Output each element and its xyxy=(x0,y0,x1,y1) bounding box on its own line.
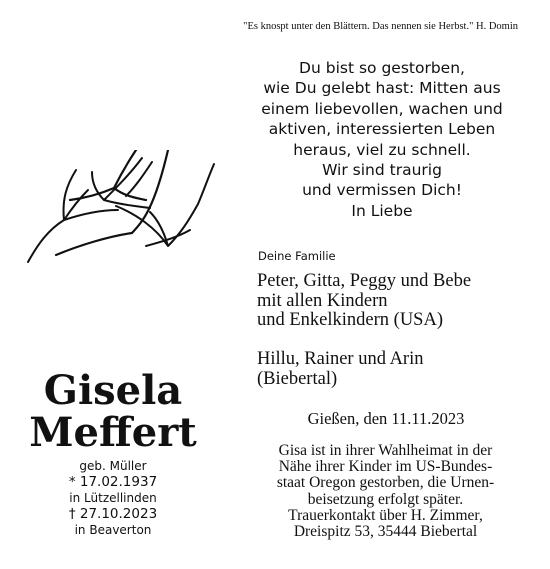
birth-name: geb. Müller xyxy=(79,459,147,473)
names-line: Peter, Gitta, Peggy und Bebe xyxy=(257,271,472,291)
names-group xyxy=(257,272,471,331)
note-line: staat Oregon gestorben, die Urnen- xyxy=(276,474,495,492)
poem-line: wie Du gelebt hast: Mitten aus xyxy=(263,79,501,98)
family-label: Deine Familie xyxy=(258,249,336,263)
names-line: Hillu, Rainer und Arin xyxy=(257,349,424,369)
first-name: Gisela xyxy=(43,367,183,414)
names-line: (Biebertal) xyxy=(257,368,338,389)
birth-place: in Lützellinden xyxy=(69,491,157,505)
poem-line: einem liebevollen, wachen und xyxy=(261,99,503,118)
three-birds-icon xyxy=(18,150,228,290)
names-group xyxy=(257,350,423,389)
poem-line: aktiven, interessierten Leben xyxy=(268,120,496,139)
names-line: mit allen Kindern xyxy=(257,290,388,311)
note-line: Trauerkontakt über H. Zimmer, xyxy=(288,506,483,524)
last-name: Meffert xyxy=(29,409,197,456)
poem-line: und vermissen Dich! xyxy=(302,181,462,200)
death-date: † 27.10.2023 xyxy=(68,506,158,522)
poem-line: heraus, viel zu schnell. xyxy=(293,140,471,159)
deceased-name xyxy=(20,367,206,456)
place-date: Gießen, den 11.11.2023 xyxy=(307,409,465,428)
note xyxy=(228,443,543,540)
poem xyxy=(218,58,546,221)
poem-line: Du bist so gestorben, xyxy=(299,59,465,77)
death-place: in Beaverton xyxy=(74,523,152,537)
poem-line: Wir sind traurig xyxy=(322,161,442,180)
note-line: Nähe ihrer Kinder im US-Bundes- xyxy=(278,458,493,476)
note-line: Gisa ist in ihrer Wahlheimat in der xyxy=(278,442,493,459)
birth-date: * 17.02.1937 xyxy=(68,474,158,490)
names-line: und Enkelkindern (USA) xyxy=(257,310,443,330)
note-line: Dreispitz 53, 35444 Biebertal xyxy=(293,523,478,541)
deceased-bio xyxy=(20,458,206,538)
poem-line: In Liebe xyxy=(351,201,413,220)
note-line: beisetzung erfolgt später. xyxy=(307,490,464,508)
quote: "Es knospt unter den Blättern. Das nennen sie Herbst." H. Domin xyxy=(243,21,518,32)
